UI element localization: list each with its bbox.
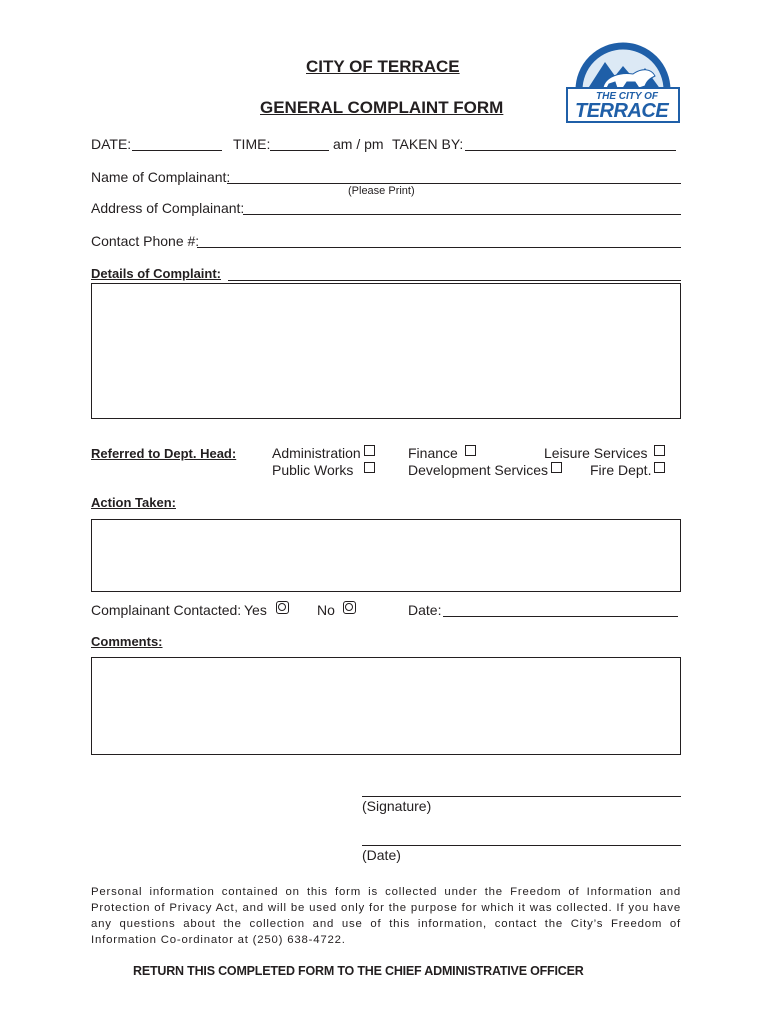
contacted-date-label: Date: <box>408 602 442 618</box>
contact-phone-label: Contact Phone #: <box>91 233 200 249</box>
contacted-no-radio[interactable] <box>343 601 356 614</box>
contact-phone-line[interactable] <box>197 247 681 248</box>
dept-leisure-checkbox[interactable] <box>654 445 665 456</box>
details-label: Details of Complaint: <box>91 266 222 281</box>
dept-finance-checkbox[interactable] <box>465 445 476 456</box>
city-title: CITY OF TERRACE <box>306 57 460 76</box>
time-label: TIME: <box>233 136 271 152</box>
comments-box[interactable] <box>91 657 681 755</box>
signature-line[interactable] <box>362 796 681 797</box>
referral-label: Referred to Dept. Head: <box>91 446 237 461</box>
logo-line2: TERRACE <box>575 100 669 122</box>
taken-by-line[interactable] <box>465 150 676 151</box>
dept-fire-checkbox[interactable] <box>654 462 665 473</box>
footer-instruction: RETURN THIS COMPLETED FORM TO THE CHIEF ADMINISTRATIVE OFFICER <box>133 964 584 978</box>
action-label: Action Taken: <box>91 495 176 510</box>
signoff-date-caption: (Date) <box>362 847 401 863</box>
details-rule <box>228 280 681 281</box>
dept-finance-label: Finance <box>408 445 458 461</box>
contacted-date-line[interactable] <box>443 616 678 617</box>
dept-fire-label: Fire Dept. <box>590 462 652 478</box>
action-box[interactable] <box>91 519 681 592</box>
complainant-address-line[interactable] <box>243 214 681 215</box>
privacy-notice: Personal information contained on this form is collected under the Freedom of Information and Protection of Privacy Act, and will be used only for the purpose for which it was collected. If you have any questions about the collection and use of this information, contact the City’s Freedom of Information Co-ordinator at (250) 638-4722. <box>91 886 681 946</box>
dept-leisure-label: Leisure Services <box>544 445 648 461</box>
contacted-yes-label: Yes <box>244 602 267 618</box>
form-title: GENERAL COMPLAINT FORM <box>260 98 504 117</box>
please-print-note: (Please Print) <box>348 185 415 197</box>
dept-public-works-label: Public Works <box>272 462 354 478</box>
dept-administration-label: Administration <box>272 445 361 461</box>
ampm-label: am / pm <box>333 136 384 152</box>
contacted-no-label: No <box>317 602 335 618</box>
signoff-date-line[interactable] <box>362 845 681 846</box>
taken-by-label: TAKEN BY: <box>392 136 464 152</box>
date-label: DATE: <box>91 136 132 152</box>
dept-administration-checkbox[interactable] <box>364 445 375 456</box>
complainant-name-line[interactable] <box>227 183 681 184</box>
time-line[interactable] <box>270 150 329 151</box>
complainant-name-label: Name of Complainant: <box>91 169 231 185</box>
date-line[interactable] <box>132 150 222 151</box>
complainant-address-label: Address of Complainant: <box>91 200 245 216</box>
contacted-label: Complainant Contacted: <box>91 602 242 618</box>
logo-line1: THE CITY OF <box>596 91 659 102</box>
details-box[interactable] <box>91 283 681 419</box>
dept-development-label: Development Services <box>408 462 549 478</box>
dept-development-checkbox[interactable] <box>551 462 562 473</box>
comments-label: Comments: <box>91 634 163 649</box>
contacted-yes-radio[interactable] <box>276 601 289 614</box>
city-logo <box>565 38 681 124</box>
signature-caption: (Signature) <box>362 798 432 814</box>
dept-public-works-checkbox[interactable] <box>364 462 375 473</box>
